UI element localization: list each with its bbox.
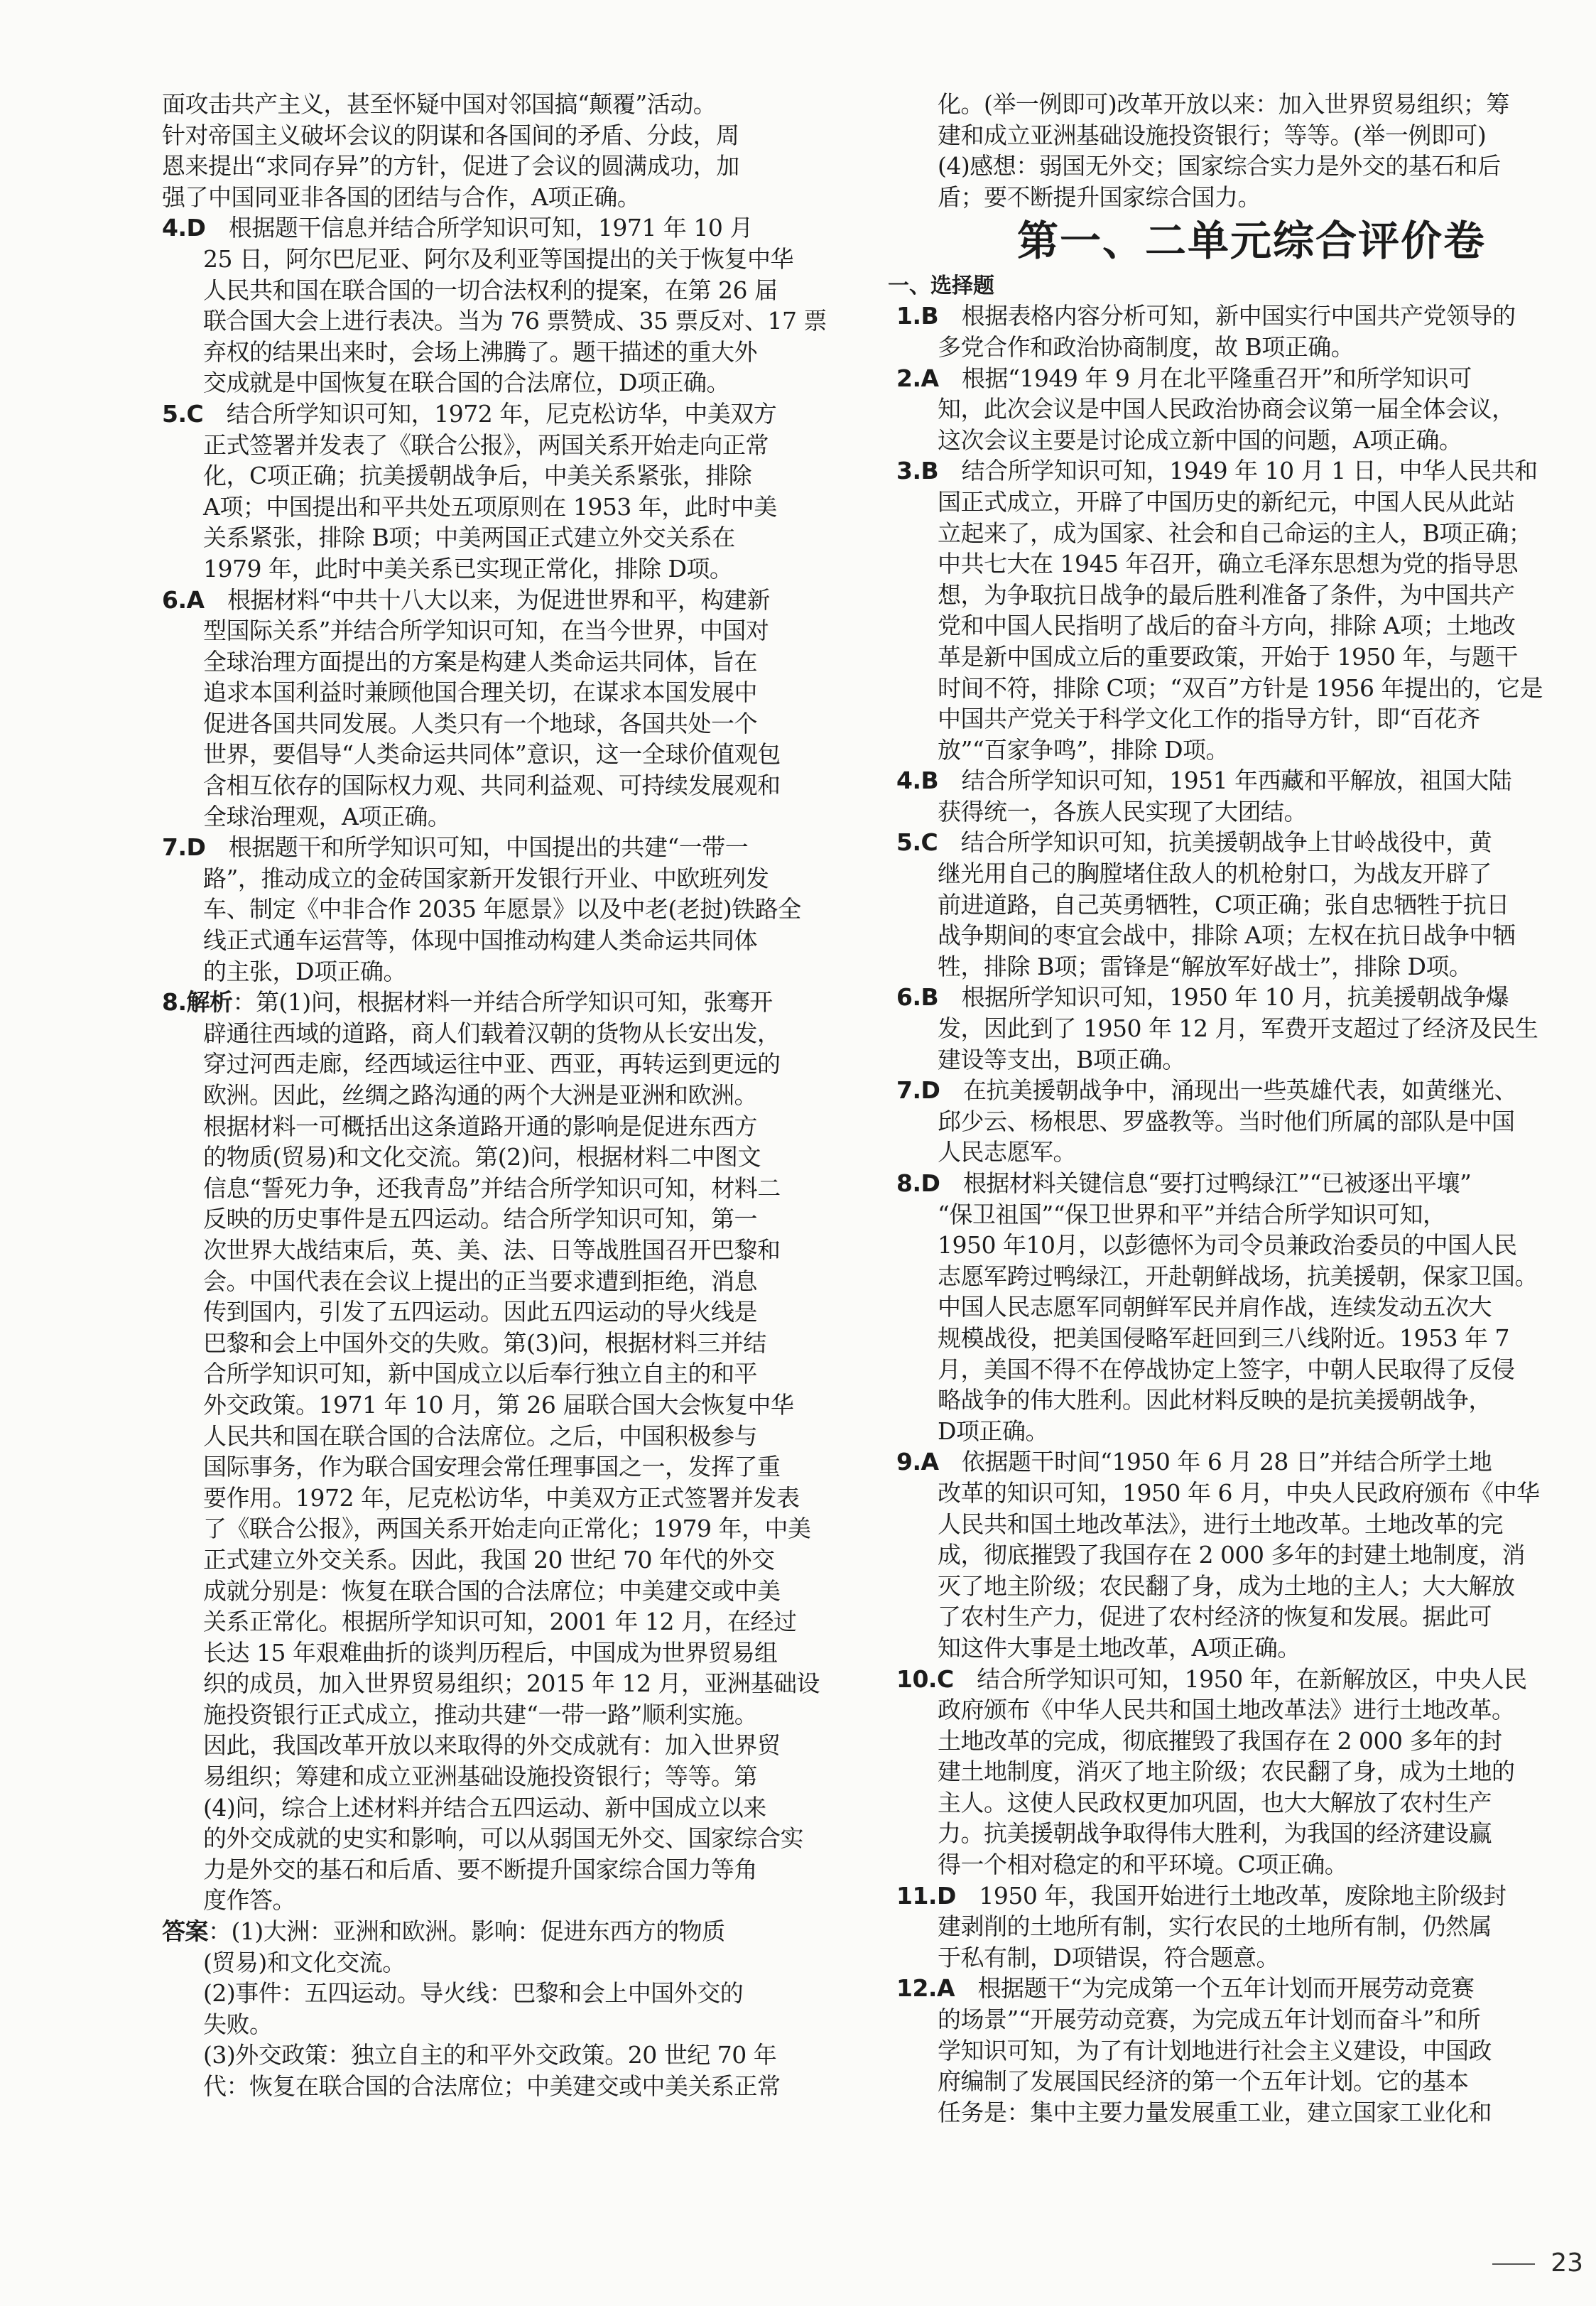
answer-line [896,1137,1596,1168]
answer-line [162,1173,872,1204]
answer-number: 4.D [162,214,206,242]
answer-line [896,1416,1596,1447]
answer-text: 次世界大战结束后，英、美、法、日等战胜国召开巴黎和 [203,1235,781,1264]
answer-line [896,1756,1596,1787]
answer-line [896,518,1596,549]
answer-text: 任务是：集中主要力量发展重工业，建立国家工业化和 [938,2098,1492,2126]
answer-line [896,487,1596,518]
answer-line [896,2035,1596,2067]
answer-text: 人民共和国在联合国的一切合法权利的提案，在第 26 届 [203,276,778,304]
answer-number: 11.D [896,1881,956,1910]
answer-text: 发，因此到了 1950 年 12 月，军费开支超过了经济及民生 [938,1014,1538,1043]
answer-number: 6.B [896,983,939,1012]
continuation-line: 盾；要不断提升国家综合国力。 [938,183,1261,211]
answer-text: 根据材料关键信息“要打过鸭绿江”“已被逐出平壤” [962,1169,1472,1197]
answer-line [162,863,872,894]
answer-text: 关系正常化。根据所学知识可知，2001 年 12 月，在经过 [203,1608,797,1636]
answer-text: 化，C项正确；抗美援朝战争后，中美关系紧张，排除 [203,462,752,490]
answer-line [896,703,1596,735]
answer-line [896,1478,1596,1509]
answer-text: 辟通往西域的道路，商人们载着汉朝的货物从长安出发， [203,1019,781,1047]
answer-line [162,1018,872,1049]
answer-line [162,460,872,492]
answer-line [162,1916,872,1947]
answer-line [896,1664,1596,1695]
answer-text: 政府颁布《中华人民共和国土地改革法》进行土地改革。 [938,1696,1515,1724]
answer-item [896,301,1596,362]
answer-item [162,987,872,1916]
answer-line [896,1168,1596,1199]
answer-text: 路”，推动成立的金砖国家新开发银行开业、中欧班列发 [203,864,769,892]
answer-text: 针对帝国主义破坏会议的阴谋和各国间的矛盾、分歧，周 [162,121,739,149]
answer-text: 关系紧张，排除 B项；中美两国正式建立外交关系在 [203,524,735,552]
answer-text: 立起来了，成为国家、社会和自己命运的主人，B项正确； [938,519,1532,547]
answer-text: 传到国内，引发了五四运动。因此五四运动的导火线是 [203,1298,757,1326]
answer-text: 会。中国代表在会议上提出的正当要求遭到拒绝，消息 [203,1267,757,1295]
answer-text: 根据“1949 年 9 月在北平隆重召开”和所学知识可 [962,364,1472,392]
answer-line [162,337,872,368]
answer-line [896,1292,1596,1323]
answer-text: (3)外交政策：独立自主的和平外交政策。20 世纪 70 年 [203,2041,777,2069]
answer-number: 7.D [896,1076,940,1105]
answer-line [896,2097,1596,2128]
answer-number: 答案 [162,1917,208,1946]
answer-line [896,1539,1596,1571]
answer-text: 代：恢复在联合国的合法席位；中美建交或中美关系正常 [203,2072,781,2100]
answer-line [896,1787,1596,1819]
answer-text: 人民共和国土地改革法》，进行土地改革。土地改革的完 [938,1510,1503,1538]
answer-line [162,987,872,1018]
answer-line [162,615,872,646]
answer-text: 全球治理观，A项正确。 [203,802,451,830]
answer-text: 度作答。 [203,1886,295,1915]
answer-text: 月，美国不得不在停战协定上签字，中朝人民取得了反侵 [938,1355,1515,1383]
answer-line [896,1880,1596,1912]
answer-line [162,492,872,523]
answer-line [162,708,872,740]
answer-line [162,1606,872,1638]
answer-text: 人民志愿军。 [938,1138,1076,1166]
answer-line [896,796,1596,828]
answer-text: 中国共产党关于科学文化工作的指导方针，即“百花齐 [938,705,1480,733]
continuation-line: 建和成立亚洲基础设施投资银行；等等。(举一例即可) [938,121,1487,149]
answer-line [162,89,872,120]
answer-line [896,1323,1596,1354]
answer-text: 牲，排除 B项；雷锋是“解放军好战士”，排除 D项。 [938,952,1472,980]
answer-text: 车、制定《中非合作 2035 年愿景》以及中老(老挝)铁路全 [203,895,801,924]
answer-text: 型国际关系”并结合所学知识可知，在当今世界，中国对 [203,617,769,645]
answer-item [896,455,1596,765]
answer-line [896,363,1596,394]
answer-text: 于私有制，D项错误，符合题意。 [938,1943,1279,1971]
answer-text: 穿过河西走廊，经西域运往中亚、西亚，再转运到更远的 [203,1050,781,1078]
right-items [896,301,1596,2128]
answer-text: 外交政策。1971 年 10 月，第 26 届联合国大会恢复中华 [203,1390,794,1419]
answer-text: 因此，我国改革开放以来取得的外交成就有：加入世界贸 [203,1731,781,1760]
answer-line [896,827,1596,858]
answer-text: 1950 年10月，以彭德怀为司令员兼政治委员的中国人民 [938,1231,1517,1260]
answer-line [896,332,1596,363]
answer-text: 世界，要倡导“人类命运共同体”意识，这一全球价值观包 [203,740,781,769]
answer-text: 土地改革的完成，彻底摧毁了我国存在 2 000 多年的封 [938,1726,1502,1755]
answer-line [896,301,1596,332]
answer-line [162,1792,872,1824]
answer-line [162,1142,872,1173]
answer-line [162,1947,872,1978]
answer-line [162,399,872,430]
answer-text: 根据材料一可概括出这条道路开通的影响是促进东西方 [203,1112,757,1140]
answer-line [162,1513,872,1544]
answer-item [896,1446,1596,1663]
answer-text: 略战争的伟大胜利。因此材料反映的是抗美援朝战争， [938,1386,1492,1414]
answer-text: 革是新中国成立后的重要政策，开始于 1950 年，与题干 [938,642,1518,671]
answer-line [162,120,872,151]
answer-item [162,212,872,399]
answer-text: 恩来提出“求同存异”的方针，促进了会议的圆满成功，加 [162,152,739,180]
answer-text: 了《联合公报》，两国关系开始走向正常化；1979 年，中美 [203,1515,811,1543]
answer-text: 面攻击共产主义，甚至怀疑中国对邻国搞“颠覆”活动。 [162,90,717,118]
answer-text: 党和中国人民指明了战后的奋斗方向，排除 A项；土地改 [938,612,1516,640]
answer-text: 促进各国共同发展。人类只有一个地球，各国共处一个 [203,709,757,737]
answer-line [162,182,872,213]
answer-text: 强了中国同亚非各国的团结与合作，A项正确。 [162,183,641,211]
answer-text: 结合所学知识可知，1951 年西藏和平解放，祖国大陆 [961,767,1512,795]
answer-line [896,1075,1596,1106]
answer-text: 人民共和国在联合国的合法席位。之后，中国积极参与 [203,1422,757,1450]
answer-text: (贸易)和文化交流。 [203,1948,406,1976]
answer-text: 正式签署并发表了《联合公报》，两国关系开始走向正常 [203,431,769,459]
answer-line [896,1726,1596,1757]
answer-line [896,1694,1596,1726]
answer-text: 结合所学知识可知，1950 年，在新解放区，中央人民 [977,1664,1527,1693]
answer-line [162,1049,872,1080]
answer-text: 邱少云、杨根思、罗盛教等。当时他们所属的部队是中国 [938,1107,1515,1135]
answer-text: 根据表格内容分析可知，新中国实行中国共产党领导的 [961,302,1516,330]
answer-line [162,1203,872,1235]
answer-line [162,1080,872,1111]
answer-text: 追求本国利益时兼顾他国合理关切，在谋求本国发展中 [203,678,757,707]
answer-text: 的外交成就的史实和影响，可以从弱国无外交、国家综合实 [203,1824,803,1853]
answer-text: (2)事件：五四运动。导火线：巴黎和会上中国外交的 [203,1979,744,2008]
answer-line [162,367,872,399]
answer-line [162,244,872,275]
answer-line [896,889,1596,921]
answer-text: 依据题干时间“1950 年 6 月 28 日”并结合所学土地 [962,1448,1492,1476]
answer-line [896,673,1596,704]
answer-line [896,1973,1596,2004]
answer-line [162,430,872,461]
answer-line [896,1942,1596,1974]
answer-text: 成，彻底摧毁了我国存在 2 000 多年的封建土地制度，消 [938,1541,1525,1569]
answer-text: 反映的历史事件是五四运动。结合所学知识可知，第一 [203,1205,757,1233]
answer-line [162,925,872,956]
answer-line [896,425,1596,456]
answer-text: 施投资银行正式成立，推动共建“一带一路”顺利实施。 [203,1700,758,1728]
answer-text: 要作用。1972 年，尼克松访华，中美双方正式签署并发表 [203,1483,800,1512]
answer-line [162,1638,872,1669]
answer-text: 弃权的结果出来时，会场上沸腾了。题干描述的重大外 [203,337,757,366]
answer-line [896,1911,1596,1942]
answer-number: 9.A [896,1448,939,1476]
answer-line [162,1421,872,1452]
answer-text: 根据题干信息并结合所学知识可知，1971 年 10 月 [228,214,753,242]
answer-item [896,827,1596,982]
answer-number: 3.B [896,457,939,485]
answer-text: 根据所学知识可知，1950 年 10 月，抗美援朝战争爆 [961,983,1509,1012]
answer-text: 国际事务，作为联合国安理会常任理事国之一，发挥了重 [203,1453,781,1481]
answer-text: 在抗美援朝战争中，涌现出一些英雄代表，如黄继光、 [962,1076,1517,1105]
answer-line [162,212,872,244]
answer-line [162,956,872,987]
answer-text: 交成就是中国恢复在联合国的合法席位，D项正确。 [203,369,729,397]
footer-rule [1492,2263,1535,2265]
answer-line [162,2040,872,2071]
answer-number: 4.B [896,767,939,795]
answer-line [162,1699,872,1731]
answer-text: 放”“百家争鸣”，排除 D项。 [938,735,1229,764]
answer-line [162,1576,872,1607]
answer-text: (4)问，综合上述材料并结合五四运动、新中国成立以来 [203,1793,766,1821]
answer-text: 巴黎和会上中国外交的失败。第(3)问，根据材料三并结 [203,1328,766,1357]
answer-item [896,1168,1596,1446]
answer-text: 多党合作和政治协商制度，故 B项正确。 [938,332,1355,361]
answer-text: 想，为争取抗日战争的最后胜利准备了条件，为中国共产 [938,580,1515,609]
answer-text: 1979 年，此时中美关系已实现正常化，排除 D项。 [203,554,733,583]
answer-line [162,1358,872,1390]
answer-line [896,1261,1596,1292]
answer-line [162,832,872,863]
answer-text: 知这件大事是土地改革，A项正确。 [938,1633,1301,1662]
answer-text: 含相互依存的国际权力观、共同利益观、可持续发展观和 [203,772,781,800]
answer-line [162,1823,872,1854]
answer-line [896,1633,1596,1664]
answer-text: 欧洲。因此，丝绸之路沟通的两个大洲是亚洲和欧洲。 [203,1081,757,1109]
answer-line [896,1571,1596,1602]
answer-line [896,455,1596,487]
answer-text: 这次会议主要是讨论成立新中国的问题，A项正确。 [938,426,1462,454]
answer-text: 主人。这使人民政权更加巩固，也大大解放了农村生产 [938,1788,1492,1817]
answer-text: 继光用自己的胸膛堵住敌人的机枪射口，为战友开辟了 [938,860,1492,888]
answer-number: 5.C [162,399,204,428]
answer-text: 信息“誓死力争，还我青岛”并结合所学知识可知，材料二 [203,1174,781,1202]
answer-text: 建剥削的土地所有制，实行农民的土地所有制，仍然属 [938,1912,1492,1941]
answer-text: 正式建立外交关系。因此，我国 20 世纪 70 年代的外交 [203,1545,775,1574]
answer-text: “保卫祖国”“保卫世界和平”并结合所学知识可知， [938,1200,1446,1228]
answer-line [162,1730,872,1761]
answer-text: 1950 年，我国开始进行土地改革，废除地主阶级封 [979,1881,1507,1910]
answer-line [896,548,1596,580]
answer-text: 获得统一，各族人民实现了大团结。 [938,797,1307,825]
answer-line [162,1266,872,1297]
answer-number: 7.D [162,833,206,862]
answer-item [896,363,1596,456]
answer-text: 根据题干“为完成第一个五年计划而开展劳动竞赛 [977,1974,1475,2003]
answer-text: ：第(1)问，根据材料一并结合所学知识可知，张骞开 [232,988,773,1017]
answer-line [896,1818,1596,1849]
answer-text: 时间不符，排除 C项；“双百”方针是 1956 年提出的，它是 [938,673,1543,702]
answer-number: 1.B [896,302,939,330]
answer-number: 12.A [896,1974,955,2003]
answer-text: 战争期间的枣宜会战中，排除 A项；左权在抗日战争中牺 [938,921,1516,950]
answer-line [896,1106,1596,1137]
answer-line [896,765,1596,796]
answer-line [896,642,1596,673]
answer-text: 长达 15 年艰难曲折的谈判历程后，中国成为世界贸易组 [203,1638,778,1667]
answer-line [162,677,872,708]
answer-text: 了农村生产力，促进了农村经济的恢复和发展。据此可 [938,1603,1492,1631]
answer-text: 线正式通车运营等，体现中国推动构建人类命运共同体 [203,926,757,955]
answer-line [162,1235,872,1266]
answer-line [162,770,872,801]
answer-line [162,1483,872,1514]
right-column [888,89,1596,2128]
answer-line [896,1230,1596,1261]
answer-item [896,1075,1596,1168]
answer-text: 易组织；筹建和成立亚洲基础设施投资银行；等等。第 [203,1763,757,1791]
answer-text: 的场景”“开展劳动竞赛，为完成五年计划而奋斗”和所 [938,2005,1481,2034]
answer-text: 结合所学知识可知，1949 年 10 月 1 日，中华人民共和 [961,457,1538,485]
answer-line [162,2009,872,2040]
left-column [162,89,872,2102]
answer-line [896,1199,1596,1230]
answer-item [896,1664,1596,1880]
answer-text: 合所学知识可知，新中国成立以后奉行独立自主的和平 [203,1360,757,1388]
answer-line [896,2066,1596,2097]
answer-text: 结合所学知识可知，抗美援朝战争上甘岭战役中，黄 [960,828,1492,857]
page-number: 23 [1551,2248,1583,2278]
answer-line [896,1013,1596,1044]
right-column-continuation [896,89,1596,212]
answer-text: 知，此次会议是中国人民政治协商会议第一届全体会议， [938,395,1515,423]
answer-text: 国正式成立，开辟了中国历史的新纪元，中国人民从此站 [938,487,1515,516]
answer-text: 根据材料“中共十八大以来，为促进世界和平，构建新 [227,585,770,614]
answer-number: 2.A [896,364,939,392]
answer-text: 力。抗美援朝战争取得伟大胜利，为我国的经济建设赢 [938,1819,1492,1848]
answer-line [162,801,872,833]
answer-number: 10.C [896,1664,954,1693]
answer-text: 建设等支出，B项正确。 [938,1045,1185,1073]
answer-line [162,1390,872,1421]
answer-line [162,1668,872,1699]
answer-line [896,735,1596,766]
answer-text: 规模战役，把美国侵略军赶回到三八线附近。1953 年 7 [938,1323,1509,1352]
answer-line [162,894,872,925]
answer-text: 的物质(贸易)和文化交流。第(2)问，根据材料二中图文 [203,1143,761,1171]
answer-line [896,1509,1596,1540]
answer-text: A项；中国提出和平共处五项原则在 1953 年，此时中美 [203,492,777,521]
answer-line [896,1601,1596,1633]
answer-line [162,585,872,616]
answer-line [162,739,872,770]
answer-text: 根据题干和所学知识可知，中国提出的共建“一带一 [228,833,749,862]
answer-line [162,151,872,182]
answer-text: 全球治理方面提出的方案是构建人类命运共同体，旨在 [203,647,757,676]
answer-line [896,610,1596,642]
answer-number: 5.C [896,828,938,857]
answer-line [162,305,872,337]
answer-text: 织的成员，加入世界贸易组织；2015 年 12 月，亚洲基础设 [203,1669,820,1698]
answer-line [162,522,872,553]
answer-line [896,1354,1596,1385]
answer-item [896,765,1596,827]
answer-text: 建土地制度，消灭了地主阶级；农民翻了身，成为土地的 [938,1758,1515,1786]
answer-line [162,1885,872,1916]
answer-text: 成就分别是：恢复在联合国的合法席位；中美建交或中美 [203,1576,781,1605]
answer-text: 失败。 [203,2010,273,2038]
answer-line [896,1446,1596,1478]
answer-number: 8.D [896,1169,940,1197]
answer-text: D项正确。 [938,1417,1048,1445]
answer-text: 前进道路，自己英勇牺牲，C项正确；张自忠牺牲于抗日 [938,890,1509,919]
continuation-line: (4)感想：弱国无外交；国家综合实力是外交的基石和后 [938,152,1501,180]
answer-line [896,1044,1596,1076]
answer-text: 学知识可知，为了有计划地进行社会主义建设，中国政 [938,2036,1492,2064]
subsection-heading: 一、选择题 [888,274,994,299]
answer-line [162,553,872,585]
answer-item [162,1916,872,2102]
answer-text: 灭了地主阶级；农民翻了身，成为土地的主人；大大解放 [938,1571,1515,1600]
answer-number: 8.解析 [162,988,233,1017]
answer-line [162,1297,872,1328]
answer-text: 的主张，D项正确。 [203,957,406,985]
answer-line [896,1385,1596,1416]
answer-line [896,394,1596,425]
answer-item [896,982,1596,1075]
answer-text: 联合国大会上进行表决。当为 76 票赞成、35 票反对、17 票 [203,307,827,335]
answer-text: 结合所学知识可知，1972 年，尼克松访华，中美双方 [226,399,777,428]
answer-line [896,858,1596,889]
answer-number: 6.A [162,585,205,614]
answer-text: 得一个相对稳定的和平环境。C项正确。 [938,1851,1348,1879]
answer-line [896,580,1596,611]
answer-line [162,275,872,306]
answer-item [896,1880,1596,1974]
answer-line [896,982,1596,1013]
answer-text: 志愿军跨过鸭绿江，开赴朝鲜战场，抗美援朝，保家卫国。 [938,1262,1538,1290]
answer-item [896,1973,1596,2128]
page-footer [1492,2248,1583,2278]
answer-text: 中共七大在 1945 年召开，确立毛泽东思想为党的指导思 [938,550,1518,578]
answer-text: 力是外交的基石和后盾、要不断提升国家综合国力等角 [203,1855,757,1883]
answer-text: 府编制了发展国民经济的第一个五年计划。它的基本 [938,2067,1469,2096]
answer-text: 中国人民志愿军同朝鲜军民并肩作战，连续发动五次大 [938,1293,1492,1321]
answer-text: 25 日，阿尔巴尼亚、阿尔及利亚等国提出的关于恢复中华 [203,244,793,273]
answer-item [162,832,872,987]
answer-line [162,1978,872,2009]
answer-line [162,1111,872,1142]
answer-line [162,1328,872,1359]
answer-line [162,1544,872,1576]
answer-line [162,2071,872,2102]
answer-line [896,2004,1596,2035]
continuation-line: 化。(举一例即可)改革开放以来：加入世界贸易组织；筹 [938,90,1509,118]
answer-item [162,585,872,833]
answer-line [162,1451,872,1483]
answer-line [162,646,872,678]
answer-text: ：(1)大洲：亚洲和欧洲。影响：促进东西方的物质 [208,1917,725,1946]
answer-text: 改革的知识可知，1950 年 6 月，中央人民政府颁布《中华 [938,1478,1540,1507]
answer-line [162,1761,872,1792]
answer-item [162,89,872,212]
answer-item [162,399,872,585]
answer-line [896,1849,1596,1880]
answer-line [896,951,1596,983]
section-title: 第一、二单元综合评价卷 [1016,217,1486,266]
answer-line [162,1854,872,1885]
answer-line [896,920,1596,951]
